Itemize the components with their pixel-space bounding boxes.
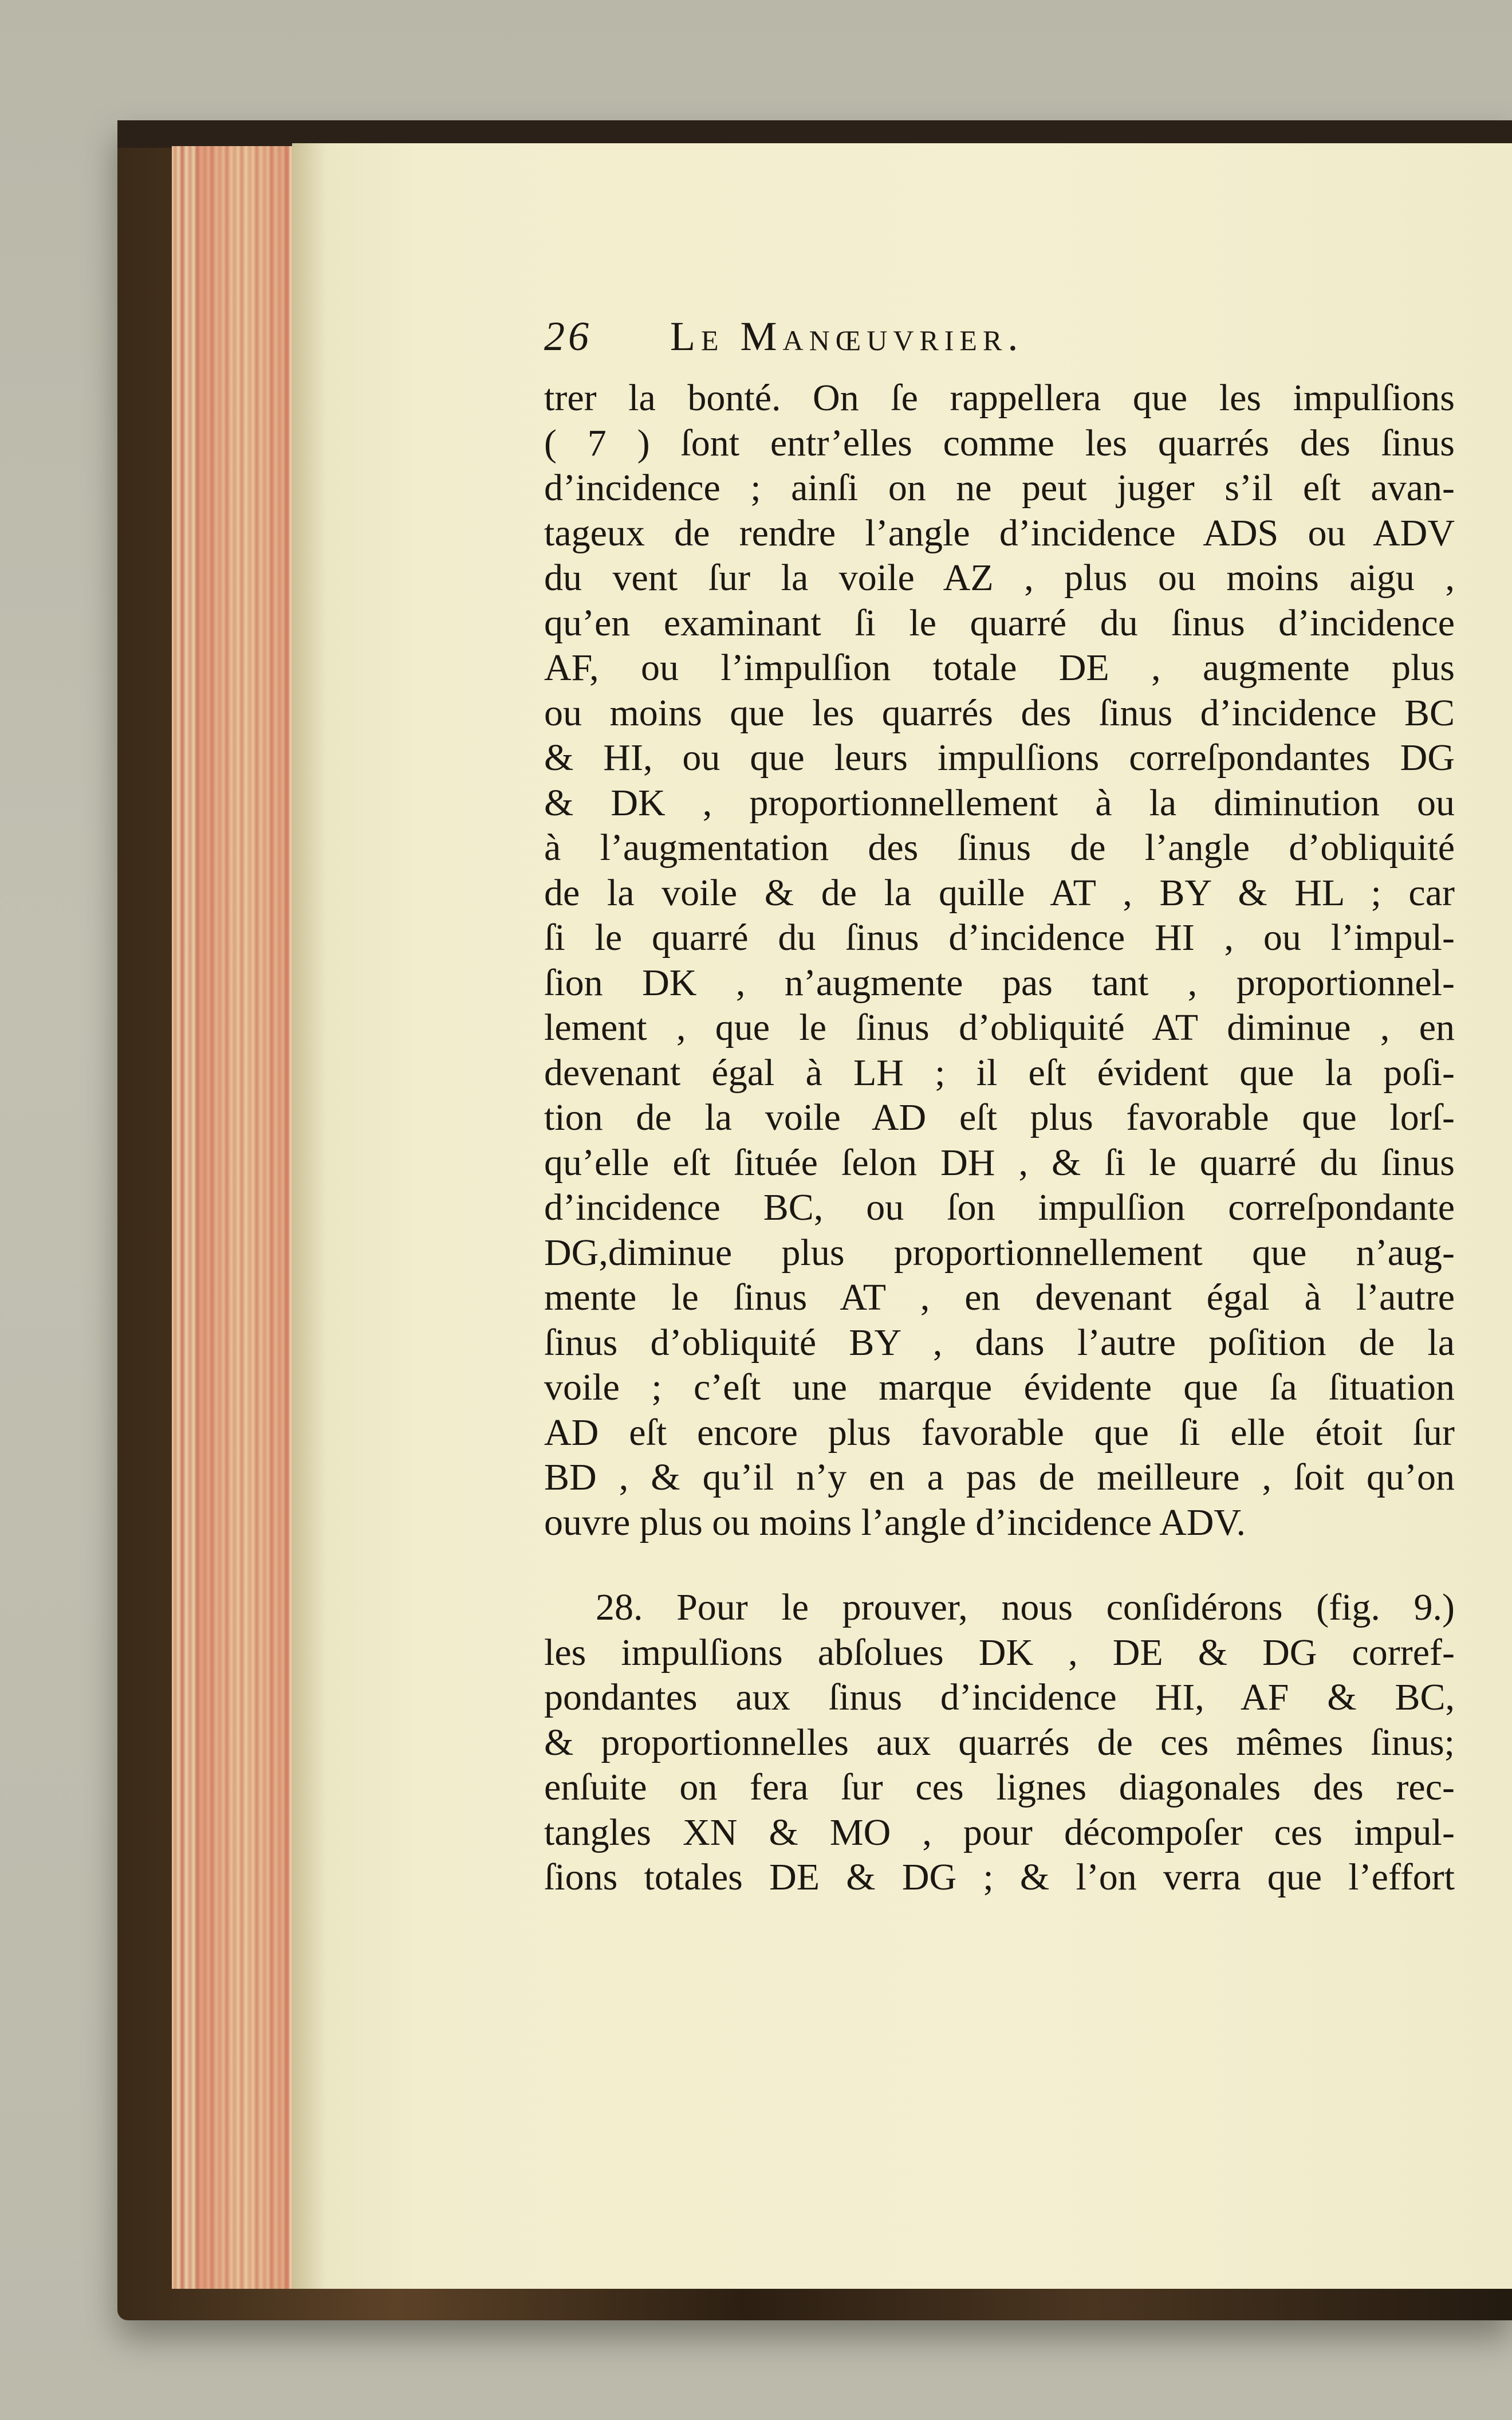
text-line: trer la bonté. On ſe rappellera que les impulſions bbox=[544, 377, 1455, 419]
running-head bbox=[544, 314, 1455, 376]
text-line: tion de la voile AD eſt plus favorable que lorſ- bbox=[544, 1097, 1455, 1138]
text-line: & DK , proportionnellement à la diminution ou bbox=[544, 781, 1455, 824]
text-line: ( 7 ) ſont entr’elles comme les quarrés des ſinus bbox=[544, 422, 1455, 464]
text-line: ouvre plus ou moins l’angle d’incidence ADV. bbox=[544, 1501, 1246, 1543]
text-line: pondantes aux ſinus d’incidence HI, AF & BC, bbox=[544, 1676, 1455, 1718]
page-stack-tint bbox=[198, 146, 289, 2289]
text-line: ſion DK , n’augmente pas tant , proportionnel- bbox=[544, 961, 1455, 1004]
paragraph-1 bbox=[544, 376, 1455, 1545]
text-line: ſinus d’obliquité BY , dans l’autre poſition de la bbox=[544, 1321, 1455, 1364]
page-number: 26 bbox=[544, 313, 592, 359]
text-line: d’incidence ; ainſi on ne peut juger s’il eſt avan- bbox=[544, 467, 1455, 509]
text-line: ſions totales DE & DG ; & l’on verra que l’effort bbox=[544, 1856, 1455, 1898]
text-line: les impulſions abſolues DK , DE & DG corref- bbox=[544, 1631, 1455, 1673]
text-line: lement , que le ſinus d’obliquité AT diminue , en bbox=[544, 1007, 1455, 1048]
text-line: tageux de rendre l’angle d’incidence ADS ou ADV bbox=[544, 512, 1455, 554]
text-line: BD , & qu’il n’y en a pas de meilleure , ſoit qu’on bbox=[544, 1456, 1455, 1498]
text-line: d’incidence BC, ou ſon impulſion correſpondante bbox=[544, 1187, 1455, 1228]
text-line: DG,diminue plus proportionnellement que n’aug- bbox=[544, 1231, 1455, 1274]
text-line: qu’elle eſt ſituée ſelon DH , & ſi le quarré du ſinus bbox=[544, 1141, 1455, 1184]
text-line: ou moins que les quarrés des ſinus d’incidence BC bbox=[544, 692, 1455, 734]
text-line: du vent ſur la voile AZ , plus ou moins aigu , bbox=[544, 557, 1455, 599]
text-line: ſi le quarré du ſinus d’incidence HI , ou l’impul- bbox=[544, 917, 1455, 958]
text-line: & HI, ou que leurs impulſions correſpondantes DG bbox=[544, 737, 1455, 779]
running-title: Le Manœuvrier. bbox=[670, 313, 1024, 359]
text-line: devenant égal à LH ; il eſt évident que la poſi- bbox=[544, 1051, 1455, 1094]
text-line: qu’en examinant ſi le quarré du ſinus d’incidence bbox=[544, 602, 1455, 644]
gutter-shadow bbox=[292, 143, 326, 2289]
text-line: mente le ſinus AT , en devenant égal à l’autre bbox=[544, 1276, 1455, 1318]
text-line: AD eſt encore plus favorable que ſi elle étoit ſur bbox=[544, 1411, 1455, 1453]
paragraph-2 bbox=[544, 1585, 1455, 1900]
text-line: 28. Pour le prouver, nous conſidérons (fig. 9.) bbox=[596, 1586, 1455, 1628]
text-line: à l’augmentation des ſinus de l’angle d’obliquité bbox=[544, 827, 1455, 869]
text-line: voile ; c’eſt une marque évidente que ſa ſituation bbox=[544, 1366, 1455, 1408]
text-line: de la voile & de la quille AT , BY & HL ; car bbox=[544, 871, 1455, 914]
text-line: AF, ou l’impulſion totale DE , augmente plus bbox=[544, 647, 1455, 689]
text-line: & proportionnelles aux quarrés de ces mêmes ſinus; bbox=[544, 1721, 1455, 1763]
text-line: tangles XN & MO , pour décompoſer ces impul- bbox=[544, 1811, 1455, 1853]
paragraph-spacer bbox=[544, 1545, 1455, 1585]
page-text bbox=[544, 314, 1455, 1900]
text-line: enſuite on fera ſur ces lignes diagonales des rec- bbox=[544, 1766, 1455, 1808]
